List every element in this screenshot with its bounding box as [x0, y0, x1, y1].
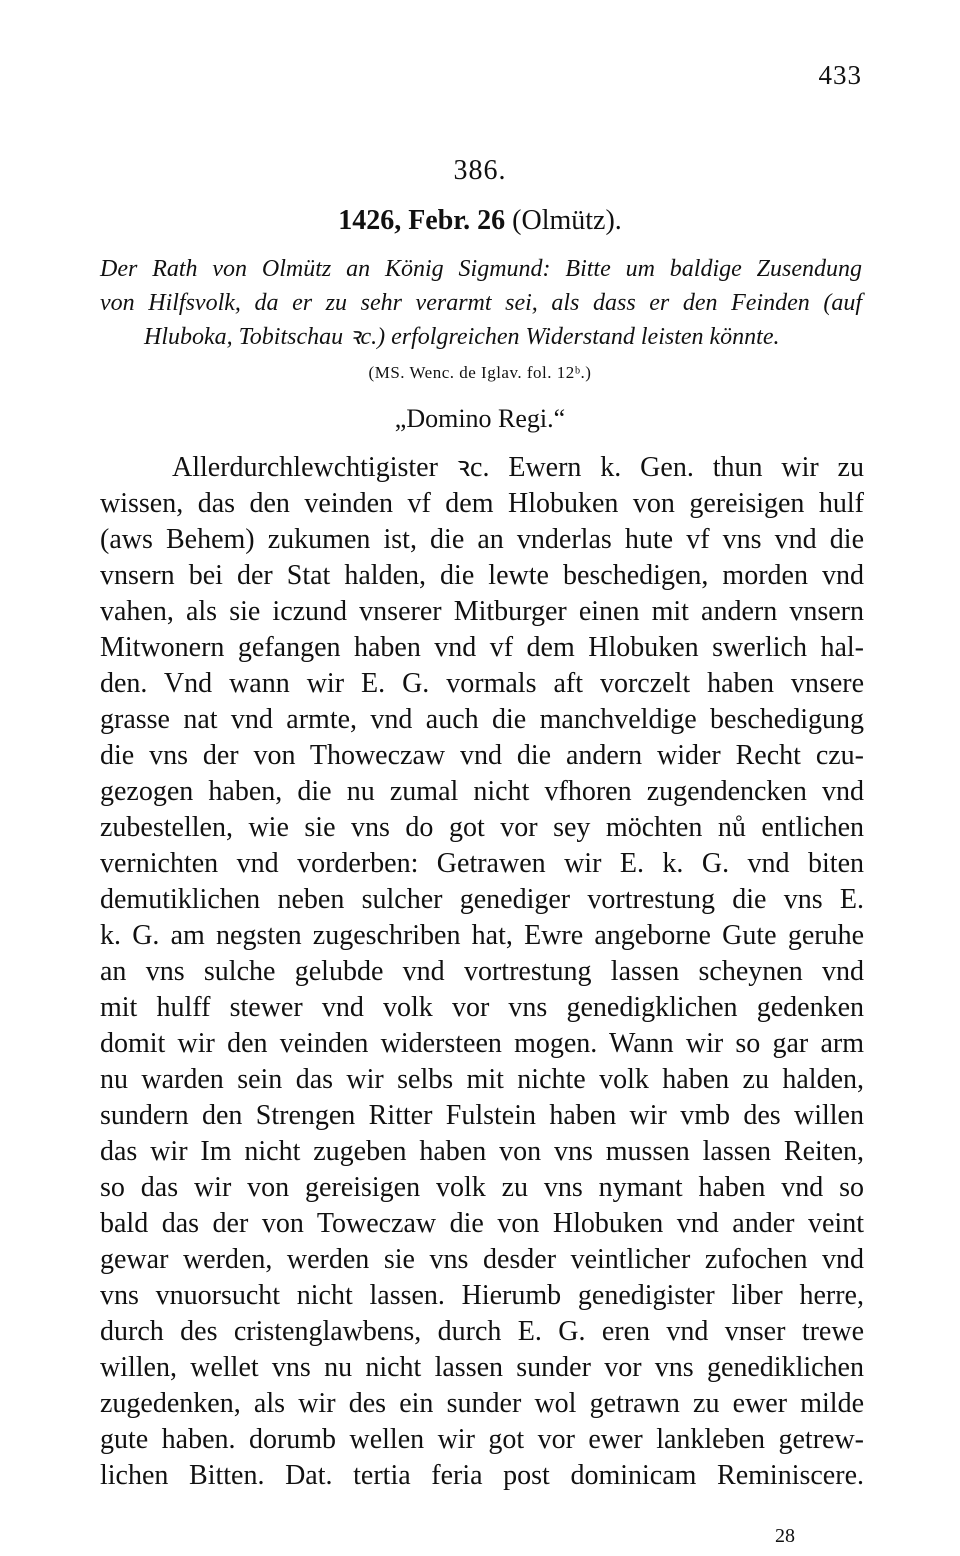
body-line: grasse nat vnd armte, vnd auch die manchveldige beschedigung	[100, 704, 864, 735]
body-line: sundern den Strengen Ritter Fulstein haben wir vmb des willen	[100, 1100, 864, 1131]
body-line: Mitwonern gefangen haben vnd vf dem Hlobuken swerlich hal-	[100, 632, 864, 663]
body-line: domit wir den veinden widersteen mogen. Wann wir so gar arm	[100, 1028, 864, 1059]
salutation: „Domino Regi.“	[394, 404, 566, 433]
document-summary	[100, 252, 862, 354]
body-line: gute haben. dorumb wellen wir got vor ewer lankleben getrew-	[100, 1424, 864, 1455]
body-line: (aws Behem) zukumen ist, die an vnderlas hute vf vns vnd die	[100, 524, 864, 555]
page-number: 433	[818, 60, 862, 90]
body-line: so das wir von gereisigen volk zu vns nymant haben vnd so	[100, 1172, 864, 1203]
body-line: demutiklichen neben sulcher genediger vortrestung die vns E.	[100, 884, 864, 915]
body-line: gewar werden, werden sie vns desder veintlicher zufochen vnd	[100, 1244, 864, 1275]
body-line: willen, wellet vns nu nicht lassen sunder vor vns genediklichen	[100, 1352, 864, 1383]
source-reference: (MS. Wenc. de Iglav. fol. 12ᵇ.)	[368, 363, 592, 382]
date-line	[0, 205, 960, 237]
letter-body	[100, 450, 864, 1494]
body-line: mit hulff stewer vnd volk vor vns genedigklichen gedenken	[100, 992, 864, 1023]
body-line: die vns der von Thoweczaw vnd die andern wider Recht czu-	[100, 740, 864, 771]
date-text: 1426, Febr. 26	[338, 205, 506, 236]
body-line: bald das der von Toweczaw die von Hlobuken vnd ander veint	[100, 1208, 864, 1239]
body-line: vns vnuorsucht nicht lassen. Hierumb genedigister liber herre,	[100, 1280, 864, 1311]
body-line: durch des cristenglawbens, durch E. G. eren vnd vnser trewe	[100, 1316, 864, 1347]
body-line: das wir Im nicht zugeben haben von vns mussen lassen Reiten,	[100, 1136, 864, 1167]
summary-line: Der Rath von Olmütz an König Sigmund: Bitte um baldige Zusendung	[100, 256, 862, 282]
body-line: zugedenken, als wir des ein sunder wol getrawn zu ewer milde	[100, 1388, 864, 1419]
body-line: lichen Bitten. Dat. tertia feria post dominicam Reminiscere.	[100, 1460, 864, 1491]
body-line: vnsern bei der Stat halden, die lewte beschedigen, morden vnd	[100, 560, 864, 591]
summary-line: von Hilfsvolk, da er zu sehr verarmt sei, als dass er den Feinden (auf	[100, 290, 862, 316]
place-text: (Olmütz).	[512, 205, 622, 236]
body-line: gezogen haben, die nu zumal nicht vfhoren zugendencken vnd	[100, 776, 864, 807]
signature-mark: 28	[775, 1525, 795, 1547]
body-line: zubestellen, wie sie vns do got vor sey möchten nů entlichen	[100, 812, 864, 843]
body-line: Allerdurchlewchtigister ꝛc. Ewern k. Gen. thun wir zu	[172, 452, 864, 483]
body-line: an vns sulche gelubde vnd vortrestung lassen scheynen vnd	[100, 956, 864, 987]
body-line: k. G. am negsten zugeschriben hat, Ewre angeborne Gute geruhe	[100, 920, 864, 951]
document-number: 386.	[453, 155, 507, 186]
body-line: den. Vnd wann wir E. G. vormals aft vorczelt haben vnsere	[100, 668, 864, 699]
body-line: nu warden sein das wir selbs mit nichte volk haben zu halden,	[100, 1064, 864, 1095]
body-line: wissen, das den veinden vf dem Hlobuken von gereisigen hulf	[100, 488, 864, 519]
summary-line: Hluboka, Tobitschau ꝛc.) erfolgreichen Widerstand leisten könnte.	[144, 324, 780, 350]
body-line: vernichten vnd vorderben: Getrawen wir E. k. G. vnd biten	[100, 848, 864, 879]
body-line: vahen, als sie iczund vnserer Mitburger einen mit andern vnsern	[100, 596, 864, 627]
